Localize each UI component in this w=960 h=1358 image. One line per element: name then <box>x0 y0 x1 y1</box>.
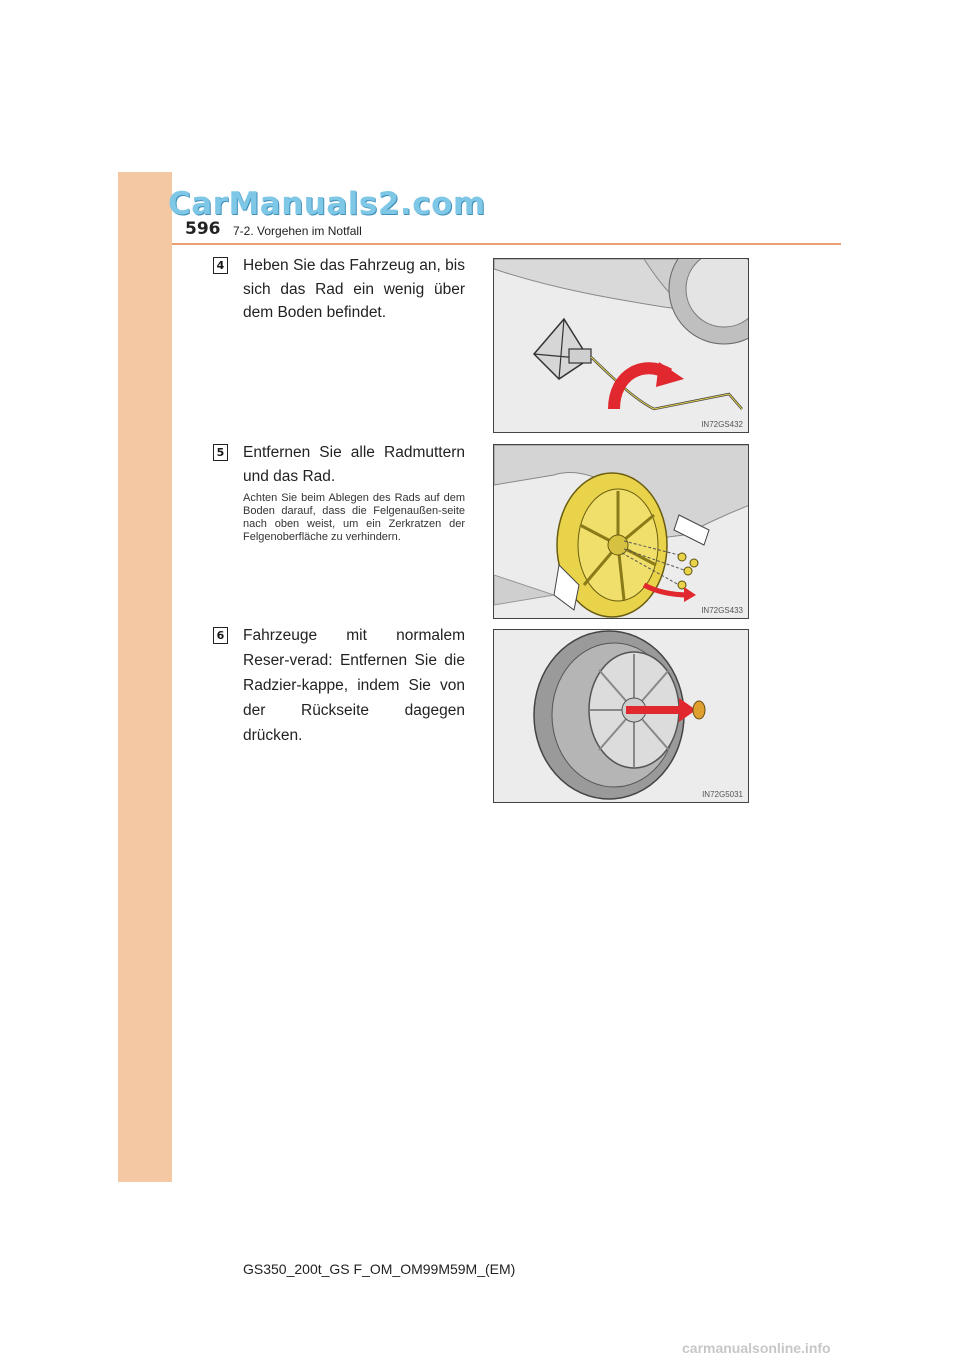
step-number-badge: 4 <box>213 257 228 274</box>
jack-lifting-figure <box>493 258 749 433</box>
step-instruction: Fahrzeuge mit normalem Reser-verad: Entfernen Sie die Radzier-kappe, indem Sie von der Rückseite dagegen drücken. <box>243 627 465 744</box>
figure-code: IN72GS433 <box>701 606 743 615</box>
section-title: 7-2. Vorgehen im Notfall <box>233 224 362 238</box>
figure-code: IN72G5031 <box>702 790 743 799</box>
hubcap-removal-figure <box>493 629 749 803</box>
step-note: Achten Sie beim Ablegen des Rads auf dem Boden darauf, dass die Felgenaußen-seite nach oben weist, um ein Zerkratzen der Felgenoberfläche zu verhindern. <box>243 492 465 543</box>
jack-illustration <box>494 259 749 433</box>
wheel-removal-figure <box>493 444 749 619</box>
chapter-sidebar-tab <box>118 172 172 1182</box>
step-number-badge: 5 <box>213 444 228 461</box>
header-divider <box>172 243 841 245</box>
hubcap-illustration <box>494 630 749 803</box>
step-instruction: Entfernen Sie alle Radmuttern und das Rad. <box>243 444 465 485</box>
watermark-site: carmanualsonline.info <box>682 1340 831 1356</box>
wheel-removal-illustration <box>494 445 749 619</box>
watermark-logo: CarManuals2.com <box>168 186 486 222</box>
step-number-badge: 6 <box>213 627 228 644</box>
document-code: GS350_200t_GS F_OM_OM99M59M_(EM) <box>243 1261 516 1277</box>
figure-code: IN72GS432 <box>701 420 743 429</box>
step-instruction: Heben Sie das Fahrzeug an, bis sich das Rad ein wenig über dem Boden befindet. <box>243 257 465 321</box>
page-number: 596 <box>185 219 221 239</box>
